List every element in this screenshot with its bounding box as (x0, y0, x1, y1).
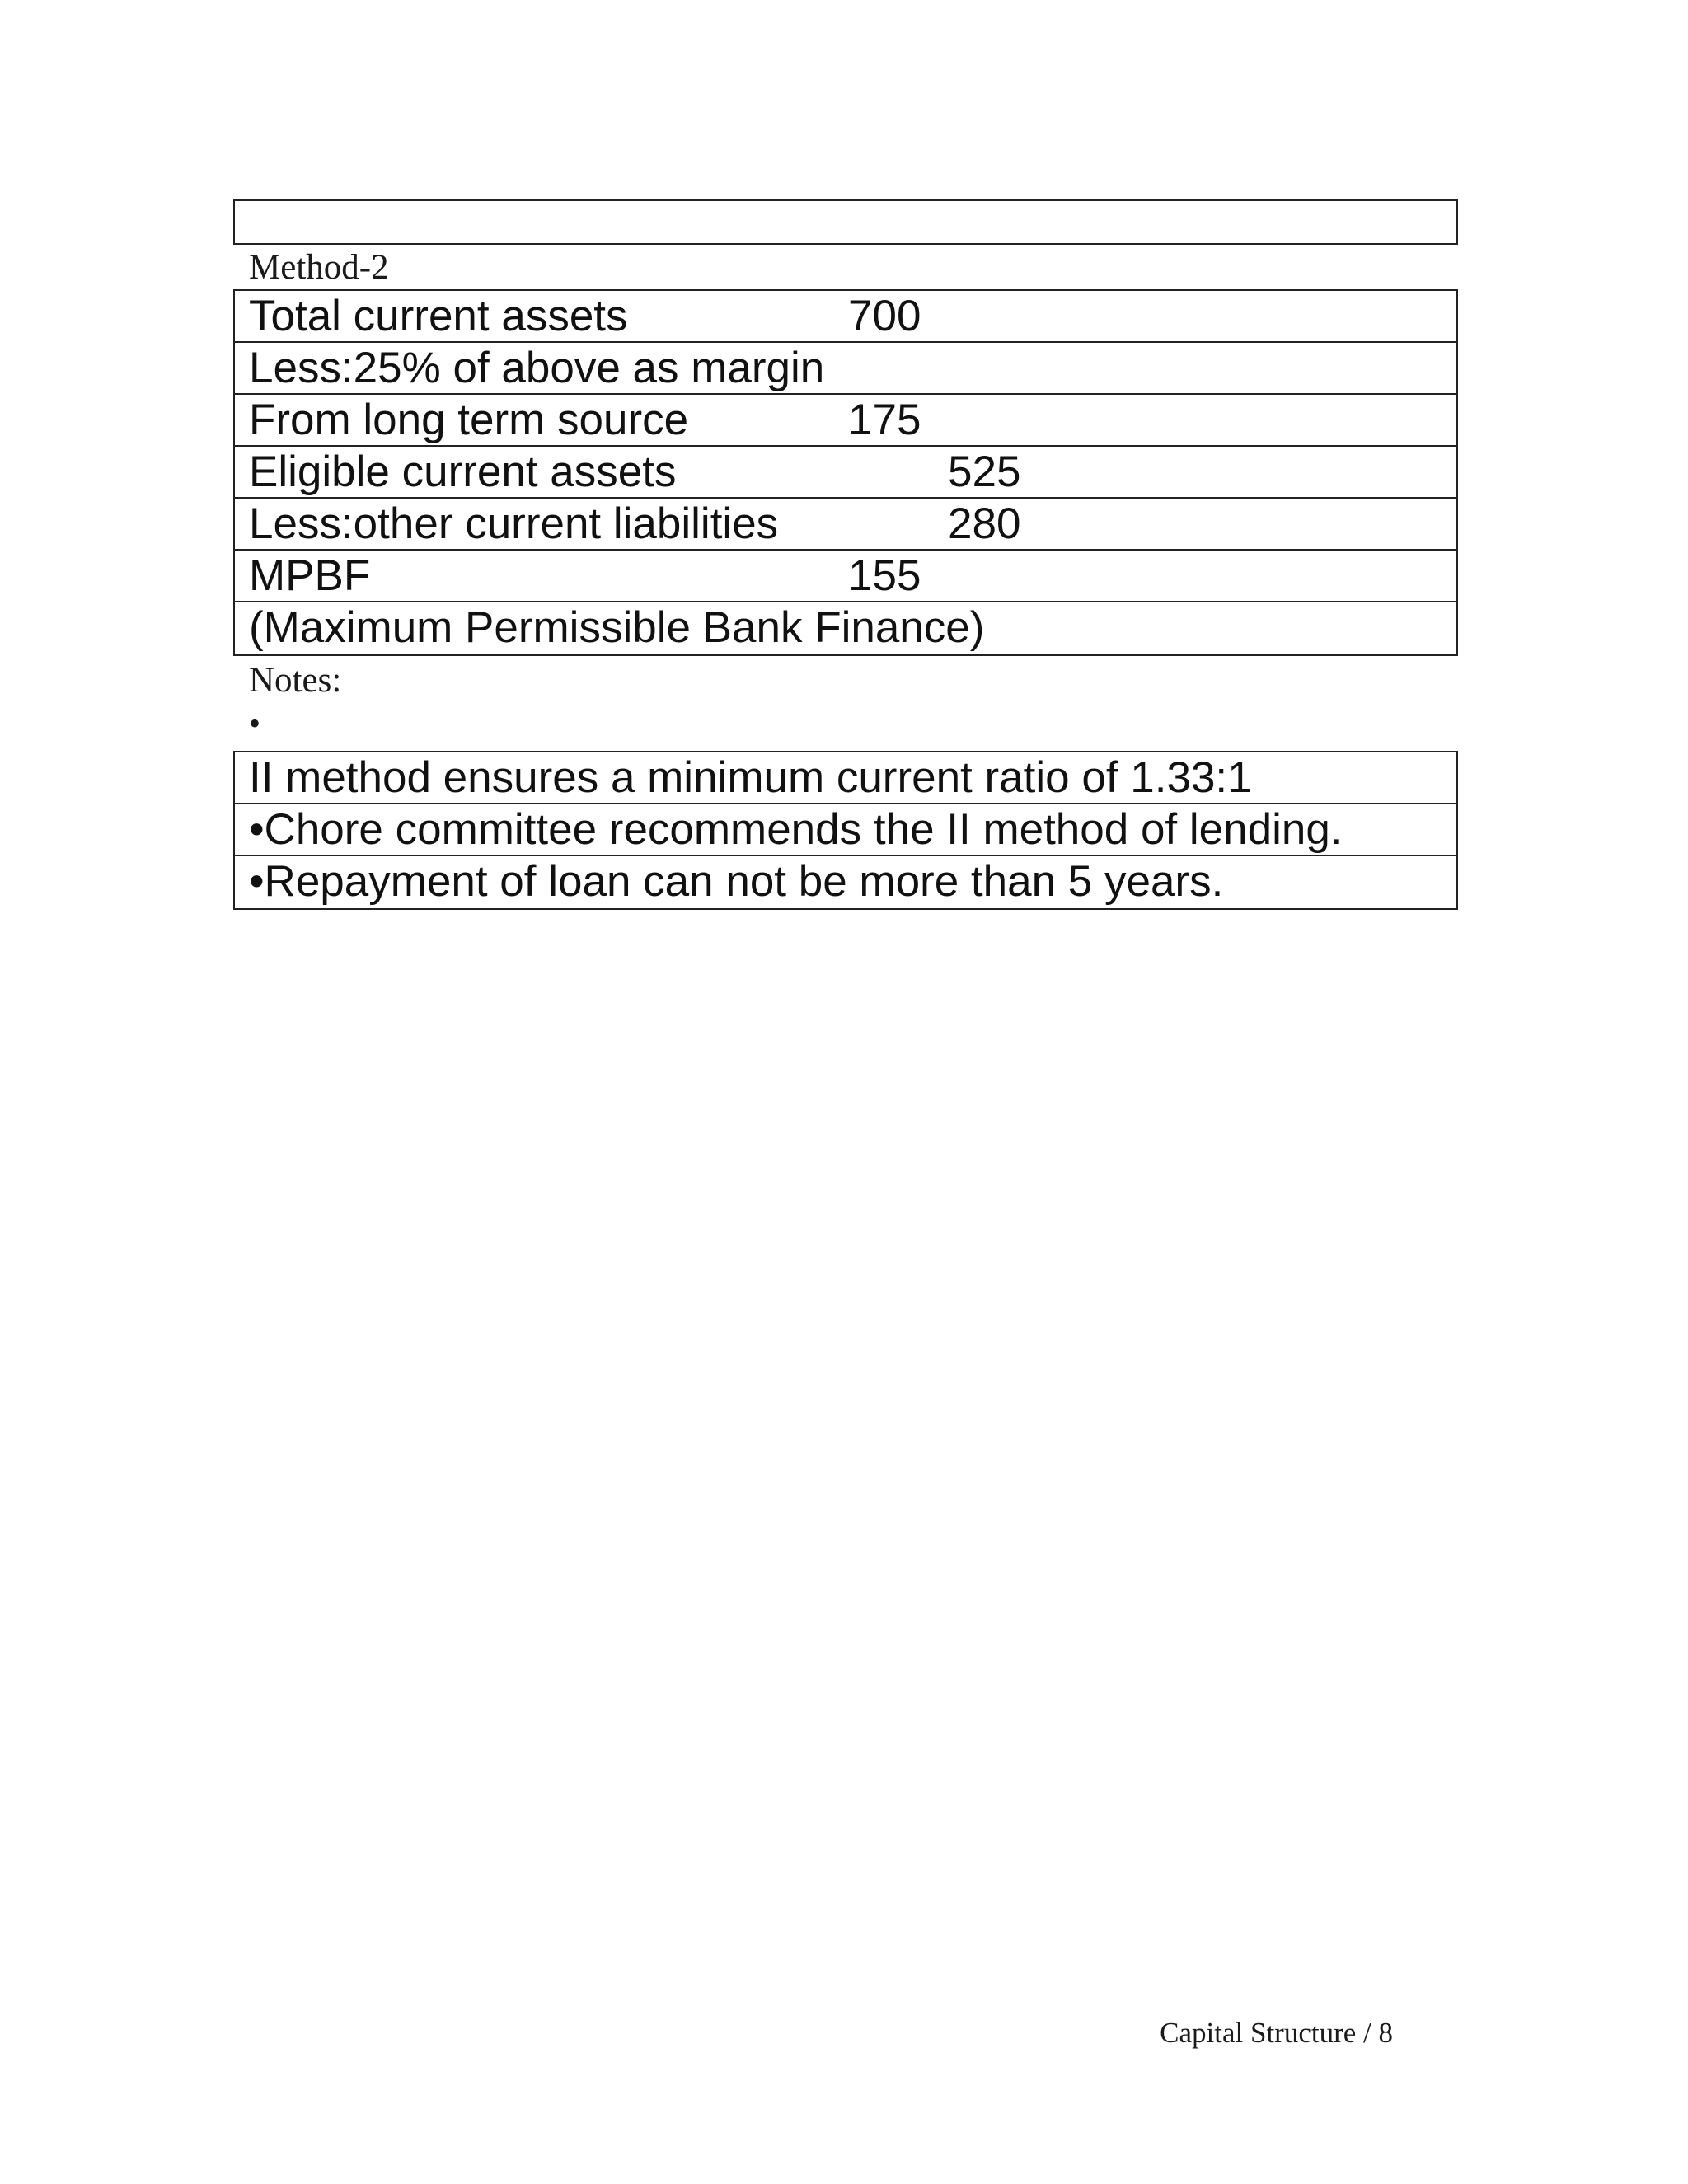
row-value: 525 (948, 448, 1021, 496)
table-row (235, 343, 1456, 395)
table-row (235, 752, 1456, 804)
row-value: 155 (848, 551, 921, 600)
table-row (235, 602, 1456, 654)
row-value: 700 (848, 292, 921, 340)
bullet-glyph: • (249, 705, 261, 742)
row-label: Eligible current assets (249, 448, 677, 496)
calculation-table (233, 289, 1458, 656)
notes-label: Notes: (249, 661, 342, 700)
table-row (235, 291, 1456, 343)
table-row (235, 551, 1456, 602)
note-text: •Chore committee recommends the II method of lending. (249, 805, 1343, 854)
page-footer: Capital Structure / 8 (1160, 2017, 1393, 2049)
row-value: 280 (948, 499, 1021, 548)
row-label: Less:other current liabilities (249, 499, 779, 548)
empty-header-box (233, 199, 1458, 245)
note-text: •Repayment of loan can not be more than 5 years. (249, 857, 1224, 906)
row-value: 175 (848, 396, 921, 444)
method-label: Method-2 (249, 248, 389, 287)
table-row (235, 804, 1456, 856)
notes-table (233, 751, 1458, 910)
row-label: MPBF (249, 551, 371, 600)
row-label: Total current assets (249, 292, 628, 340)
row-label: (Maximum Permissible Bank Finance) (249, 603, 985, 652)
table-row (235, 499, 1456, 551)
table-row (235, 395, 1456, 447)
note-text: II method ensures a minimum current ratio of 1.33:1 (249, 753, 1252, 802)
row-label: From long term source (249, 396, 689, 444)
row-label: Less:25% of above as margin (249, 344, 825, 392)
table-row (235, 856, 1456, 908)
table-row (235, 447, 1456, 499)
